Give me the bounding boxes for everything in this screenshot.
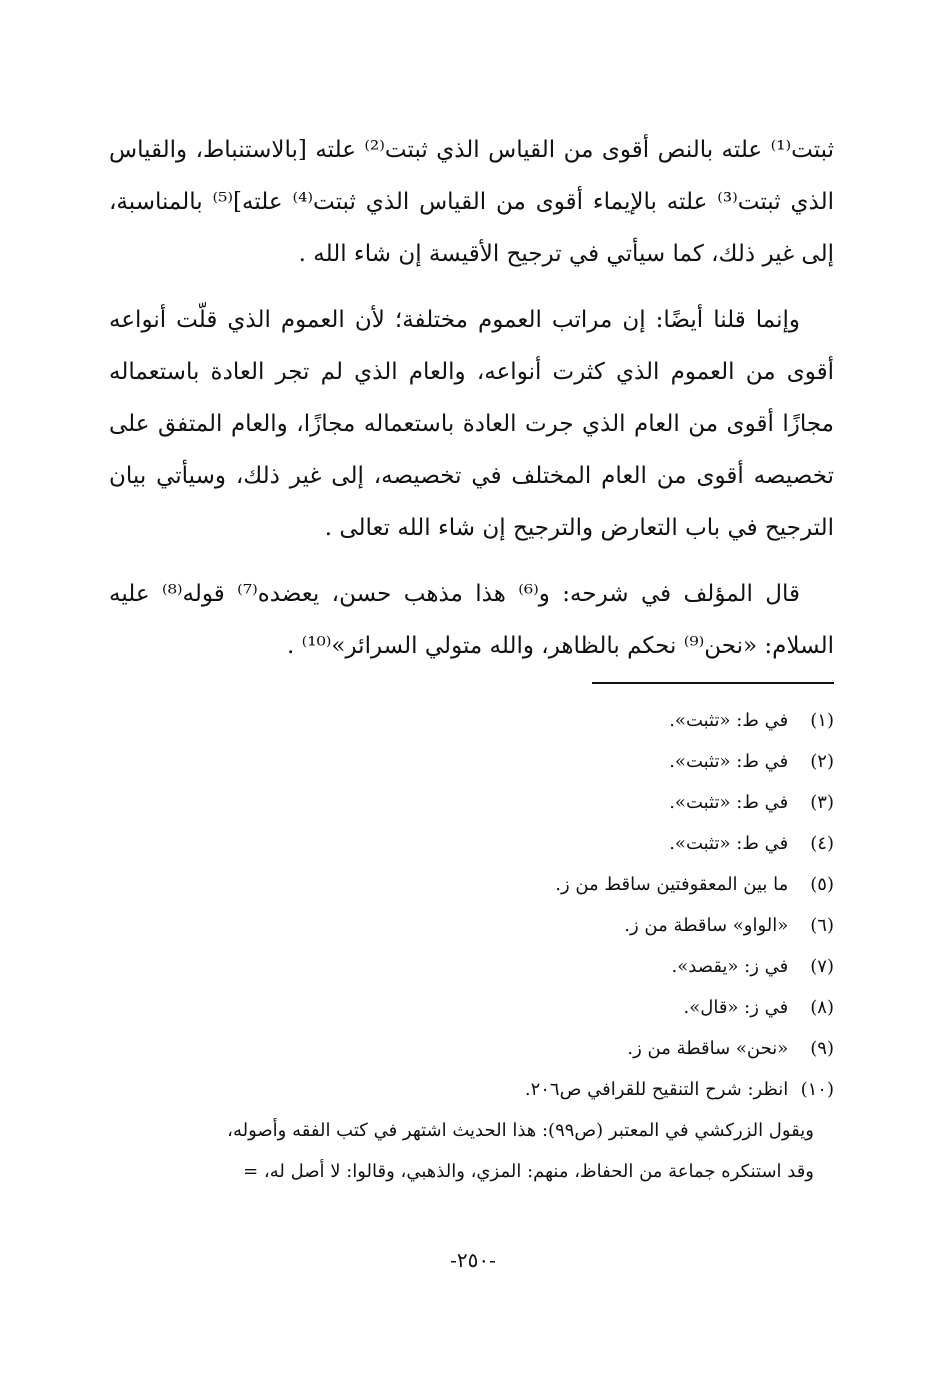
paragraph-2: وإنما قلنا أيضًا: إن مراتب العموم مختلفة؛ لأن العموم الذي قلّت أنواعه أقوى من العموم الذي كثرت أنواعه، والعام الذي لم تجر العادة باستعماله مجازًا أقوى من العام الذي جرت العادة باستعماله مجازًا، والعام المتفق على تخصيصه أقوى من العام المختلف في تخصيصه، إلى غير ذلك، وسيأتي بيان الترجيح في باب التعارض والترجيح إن شاء الله تعالى .	[109, 307, 834, 541]
footnote-text: في ط: «تثبت».	[669, 751, 789, 772]
footnote-text: ما بين المعقوفتين ساقط من ز.	[555, 874, 789, 895]
footnote-number: (٤)	[810, 833, 834, 854]
footnote-number: (٧)	[810, 956, 834, 977]
footnote-2	[109, 741, 834, 782]
footnote-3	[109, 782, 834, 823]
footnote-number: (٢)	[810, 751, 834, 772]
footnote-continuation-line-2: وقد استنكره جماعة من الحفاظ، منهم: المزي، والذهبي، وقالوا: لا أصل له، =	[243, 1161, 814, 1182]
footnote-text: في ط: «تثبت».	[669, 833, 789, 854]
footnote-number: (٩)	[810, 1038, 834, 1059]
footnote-separator	[592, 682, 834, 684]
footnote-number: (٦)	[810, 915, 834, 936]
footnote-number: (١)	[810, 710, 834, 731]
footnote-10	[109, 1069, 834, 1110]
page-number: -٢٥٠-	[450, 1248, 496, 1272]
footnote-8	[109, 987, 834, 1028]
footnote-6	[109, 905, 834, 946]
footnote-text: في ط: «تثبت».	[669, 792, 789, 813]
footnote-9	[109, 1028, 834, 1069]
footnote-number: (٥)	[810, 874, 834, 895]
footnote-number: (٣)	[810, 792, 834, 813]
footnote-continuation-line-1: ويقول الزركشي في المعتبر (ص٩٩): هذا الحديث اشتهر في كتب الفقه وأصوله،	[227, 1120, 814, 1141]
footnote-4	[109, 823, 834, 864]
main-text	[109, 124, 834, 686]
footnote-text: في ز: «قال».	[683, 997, 789, 1018]
paragraph-1: ثبتت⁽¹⁾ علته بالنص أقوى من القياس الذي ثبتت⁽²⁾ علته [بالاستنباط، والقياس الذي ثبتت⁽³⁾ علته بالإيماء أقوى من القياس الذي ثبتت⁽⁴⁾ علته]⁽⁵⁾ بالمناسبة، إلى غير ذلك، كما سيأتي في ترجيح الأقيسة إن شاء الله .	[109, 137, 834, 267]
footnote-text: «نحن» ساقطة من ز.	[627, 1038, 789, 1059]
footnote-7	[109, 946, 834, 987]
footnote-text: في ط: «تثبت».	[669, 710, 789, 731]
paragraph-3: قال المؤلف في شرحه: و⁽⁶⁾ هذا مذهب حسن، يعضده⁽⁷⁾ قوله⁽⁸⁾ عليه السلام: «نحن⁽⁹⁾ نحكم بالظاهر، والله متولي السرائر»⁽¹⁰⁾ .	[109, 581, 834, 659]
footnote-text: انظر: شرح التنقيح للقرافي ص٢٠٦.	[524, 1079, 789, 1100]
footnote-number: (١٠)	[800, 1079, 834, 1100]
footnote-number: (٨)	[810, 997, 834, 1018]
footnotes	[109, 700, 834, 1192]
footnote-text: في ز: «يقصد».	[671, 956, 789, 977]
footnote-1	[109, 700, 834, 741]
footnote-text: «الواو» ساقطة من ز.	[624, 915, 789, 936]
footnote-5	[109, 864, 834, 905]
